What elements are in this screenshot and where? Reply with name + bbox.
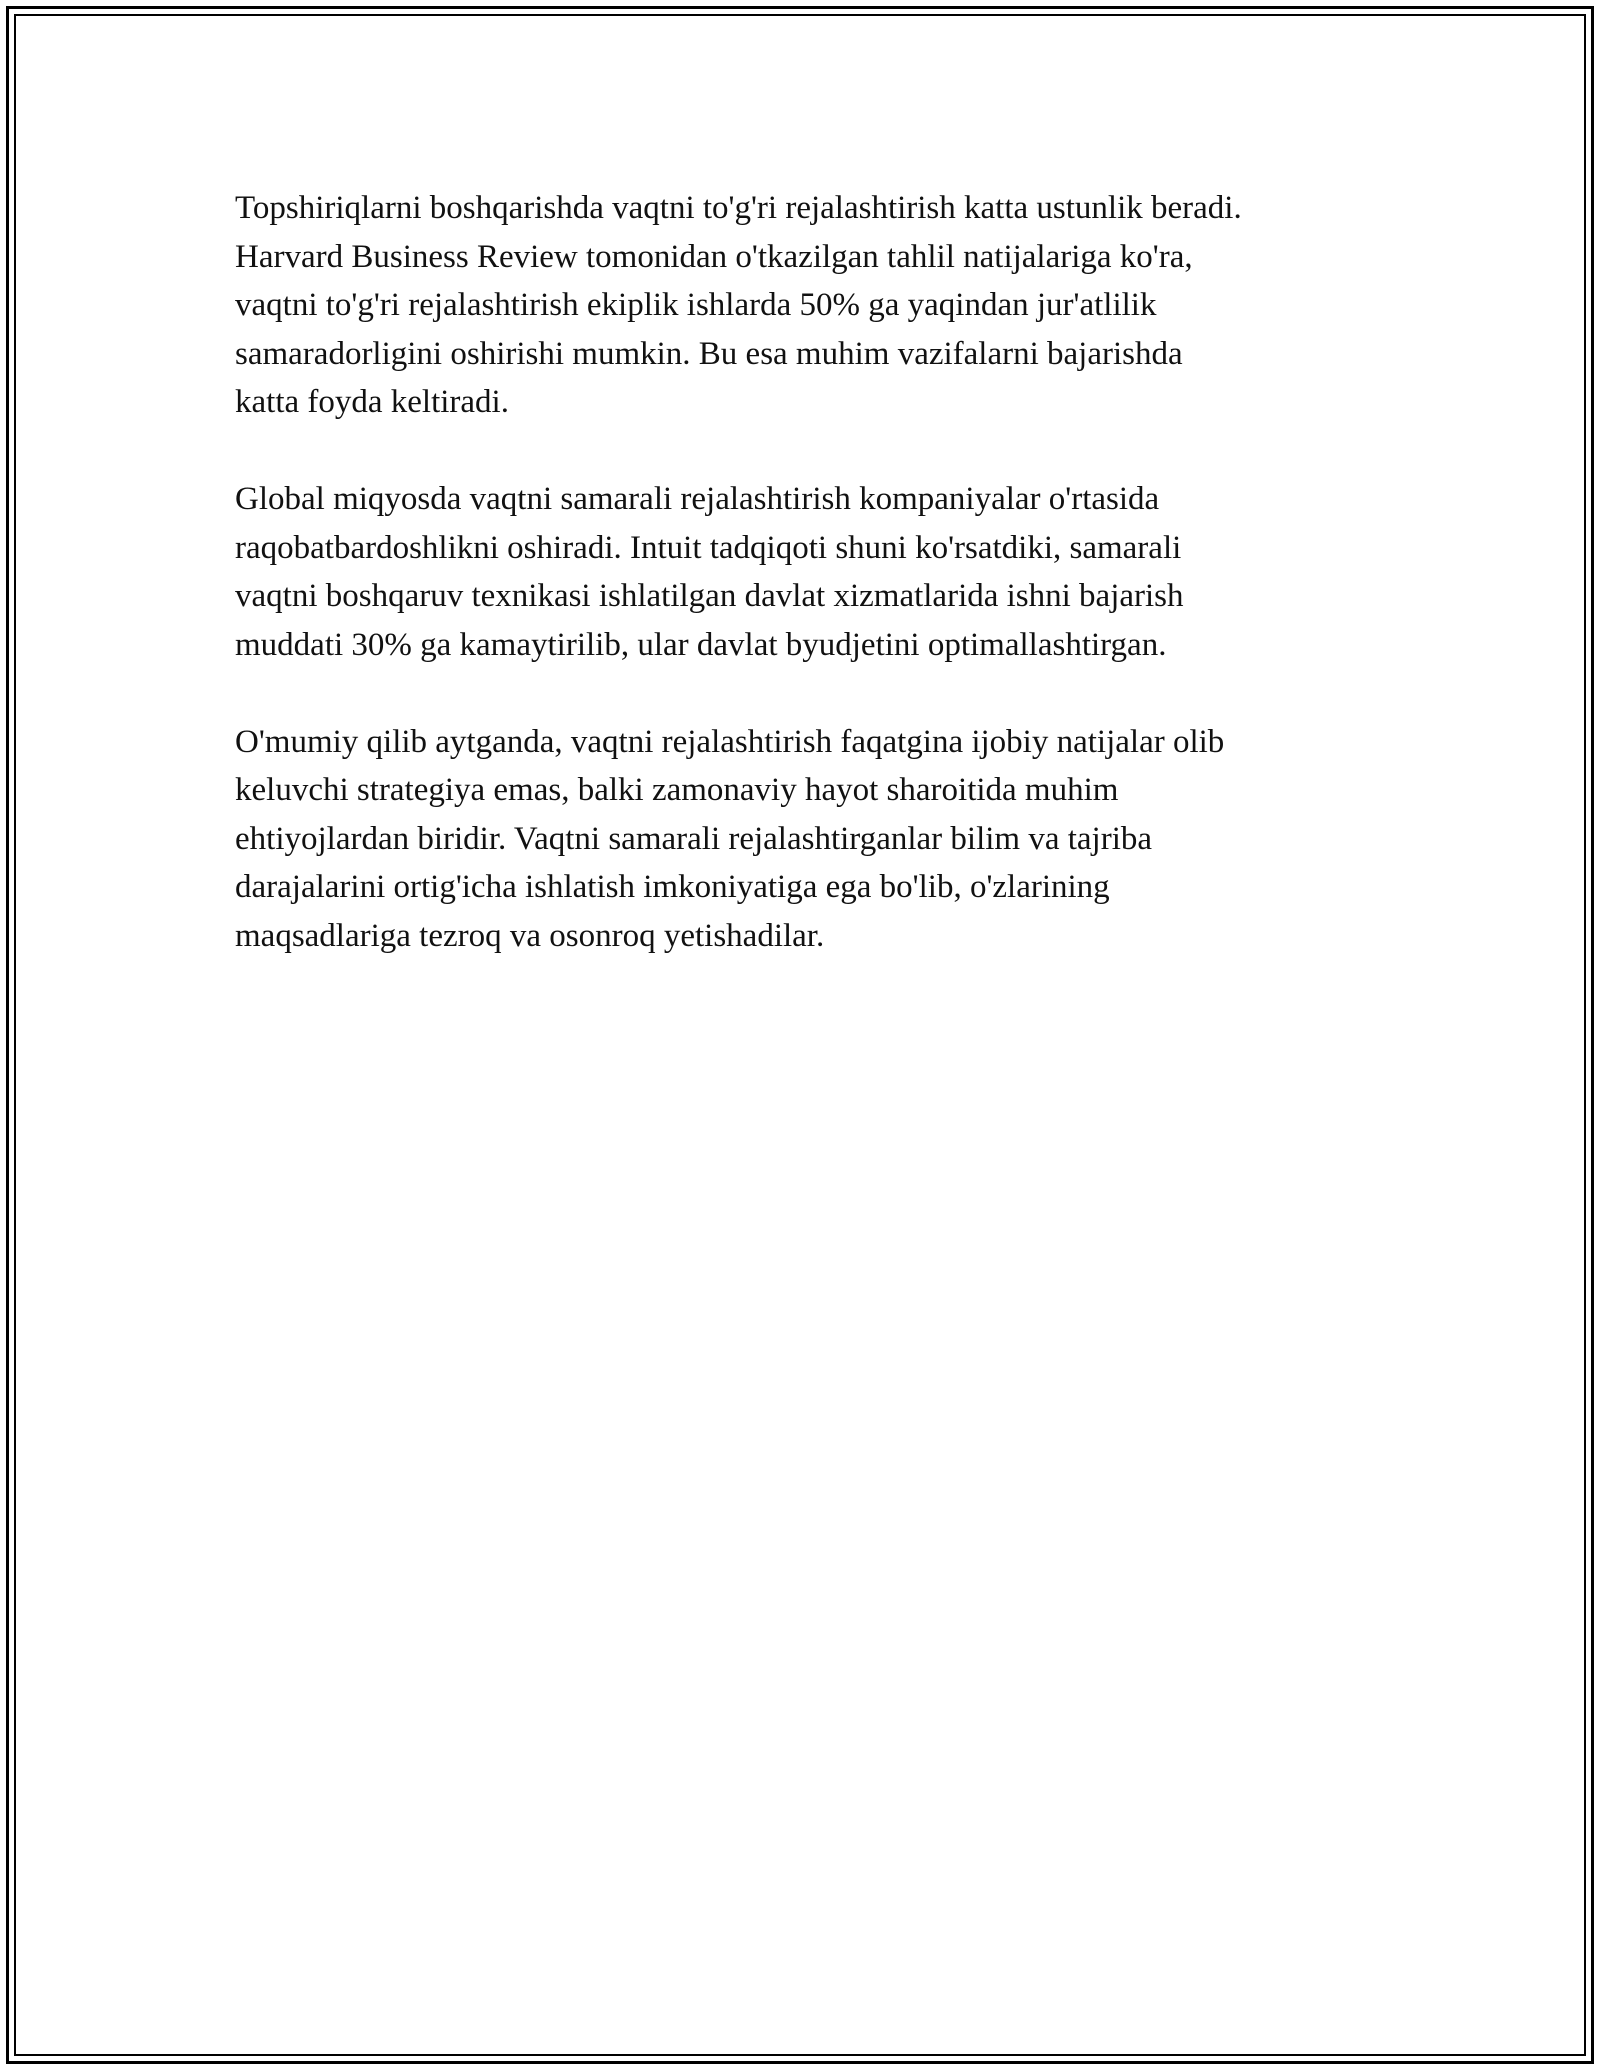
paragraph-2 <box>235 475 1365 669</box>
document-body <box>235 184 1365 1009</box>
text-line: muddati 30% ga kamaytirilib, ular davlat byudjetini optimallashtirgan. <box>235 626 1167 663</box>
text-line: ehtiyojlardan biridir. Vaqtni samarali rejalashtirganlar bilim va tajriba <box>235 820 1153 857</box>
text-line: O'mumiy qilib aytganda, vaqtni rejalashtirish faqatgina ijobiy natijalar olib <box>235 723 1225 760</box>
paragraph-1 <box>235 184 1365 427</box>
text-line: Harvard Business Review tomonidan o'tkazilgan tahlil natijalariga ko'ra, <box>235 238 1193 275</box>
text-line: keluvchi strategiya emas, balki zamonaviy hayot sharoitida muhim <box>235 772 1119 808</box>
text-line: vaqtni to'g'ri rejalashtirish ekiplik ishlarda 50% ga yaqindan jur'atlilik <box>235 287 1157 323</box>
text-line: katta foyda keltiradi. <box>235 384 509 420</box>
text-line: samaradorligini oshirishi mumkin. Bu esa muhim vazifalarni bajarishda <box>235 335 1183 372</box>
paragraph-3 <box>235 718 1365 961</box>
text-line: vaqtni boshqaruv texnikasi ishlatilgan davlat xizmatlarida ishni bajarish <box>235 578 1184 614</box>
text-line: maqsadlariga tezroq va osonroq yetishadilar. <box>235 917 825 954</box>
text-line: Global miqyosda vaqtni samarali rejalashtirish kompaniyalar o'rtasida <box>235 481 1160 517</box>
text-line: Topshiriqlarni boshqarishda vaqtni to'g'ri rejalashtirish katta ustunlik beradi. <box>235 190 1242 226</box>
text-line: raqobatbardoshlikni oshiradi. Intuit tadqiqoti shuni ko'rsatdiki, samarali <box>235 529 1182 566</box>
text-line: darajalarini ortig'icha ishlatish imkoniyatiga ega bo'lib, o'zlarining <box>235 869 1110 905</box>
